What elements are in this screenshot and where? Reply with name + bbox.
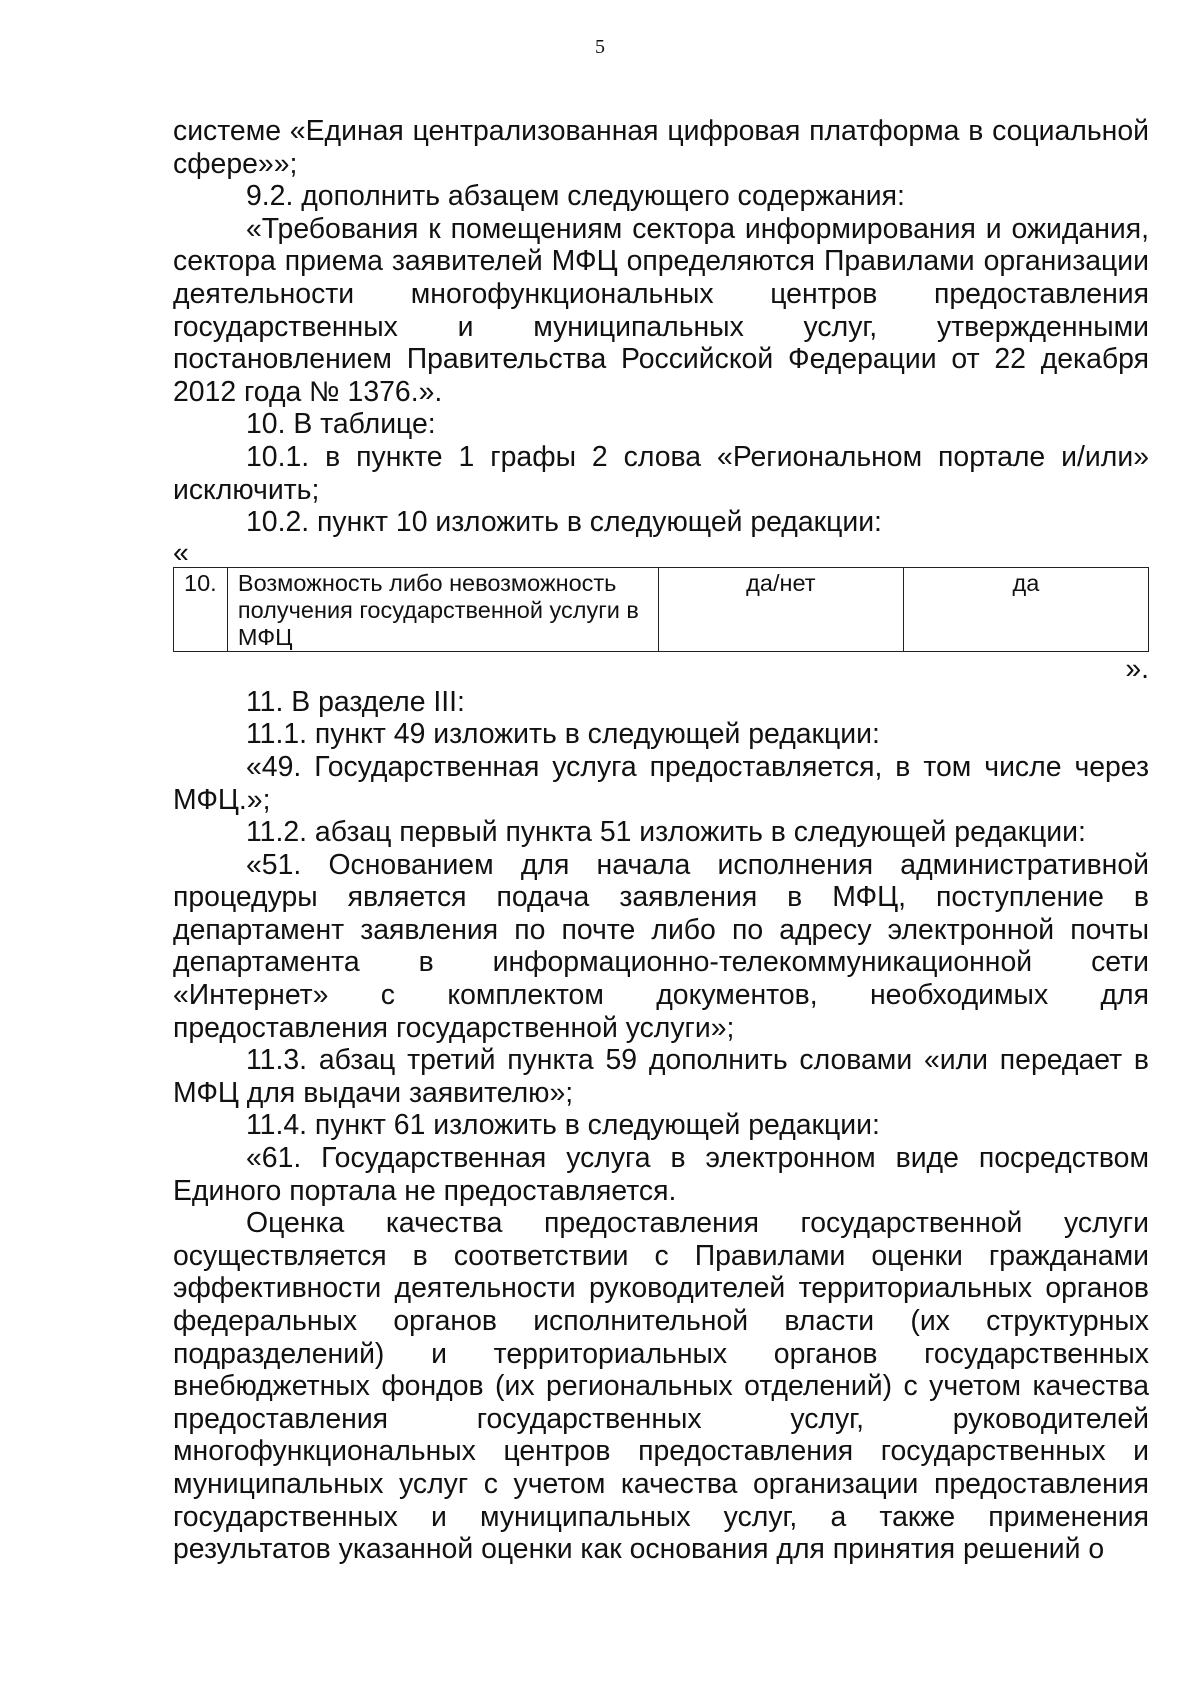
paragraphs-after-table xyxy=(173,686,1149,1566)
paragraph: Оценка качества предоставления государственной услуги осуществляется в соответствии с Правилами оценки гражданами эффективности деятельности руководителей территориальных органов федеральных органов исполнительной власти (их структурных подразделений) и территориальных органов государственных внебюджетных фондов (их региональных отделений) с учетом качества предоставления государственных услуг, руководителей многофункциональных центров предоставления государственных и муниципальных услуг с учетом качества организации предоставления государственных и муниципальных услуг, а также применения результатов указанной оценки как основания для принятия решений о xyxy=(173,1207,1149,1566)
paragraph: системе «Единая централизованная цифровая платформа в социальной сфере»»; xyxy=(173,115,1149,180)
paragraph: «51. Основанием для начала исполнения административной процедуры является подача заявления в МФЦ, поступление в департамент заявления по почте либо по адресу электронной почты департамента в информационно-телекоммуникационной сети «Интернет» с комплектом документов, необходимых для предоставления государственной услуги»; xyxy=(173,848,1149,1044)
paragraph: «Требования к помещениям сектора информирования и ожидания, сектора приема заявителей МФЦ определяются Правилами организации деятельности многофункциональных центров предоставления государственных и муниципальных услуг, утвержденными постановлением Правительства Российской Федерации от 22 декабря 2012 года № 1376.». xyxy=(173,212,1149,408)
document-body xyxy=(173,115,1149,1566)
paragraphs-before-table xyxy=(173,115,1149,539)
paragraph: 11.3. абзац третий пункта 59 дополнить словами «или передает в МФЦ для выдачи заявителю»; xyxy=(173,1044,1149,1109)
paragraph: 11.1. пункт 49 изложить в следующей редакции: xyxy=(246,718,880,751)
table-opening-quote: « xyxy=(173,536,189,569)
unit-cell: да/нет xyxy=(658,567,903,651)
table-closing-quote: ». xyxy=(1125,652,1149,685)
indicator-name-cell: Возможность либо невозможность получения государственной услуги в МФЦ xyxy=(227,567,658,651)
amendment-table-body xyxy=(174,567,1149,651)
paragraph: 10. В таблице: xyxy=(246,408,436,441)
paragraph: 11. В разделе III: xyxy=(246,685,465,718)
amendment-table xyxy=(173,567,1149,652)
row-number-cell: 10. xyxy=(174,567,228,651)
paragraph: 10.1. в пункте 1 графы 2 слова «Региональном портале и/или» исключить; xyxy=(173,440,1149,506)
norm-value-cell: да xyxy=(903,567,1148,651)
paragraph: 11.2. абзац первый пункта 51 изложить в следующей редакции: xyxy=(246,816,1086,849)
paragraph: «61. Государственная услуга в электронном виде посредством Единого портала не предоставляется. xyxy=(173,1142,1149,1207)
paragraph: 11.4. пункт 61 изложить в следующей редакции: xyxy=(246,1109,880,1142)
paragraph: 10.2. пункт 10 изложить в следующей редакции: xyxy=(246,506,882,539)
page-number: 5 xyxy=(595,36,605,58)
paragraph: «49. Государственная услуга предоставляется, в том числе через МФЦ.»; xyxy=(173,750,1149,816)
table-row xyxy=(174,567,1149,651)
paragraph: 9.2. дополнить абзацем следующего содержания: xyxy=(246,180,905,213)
